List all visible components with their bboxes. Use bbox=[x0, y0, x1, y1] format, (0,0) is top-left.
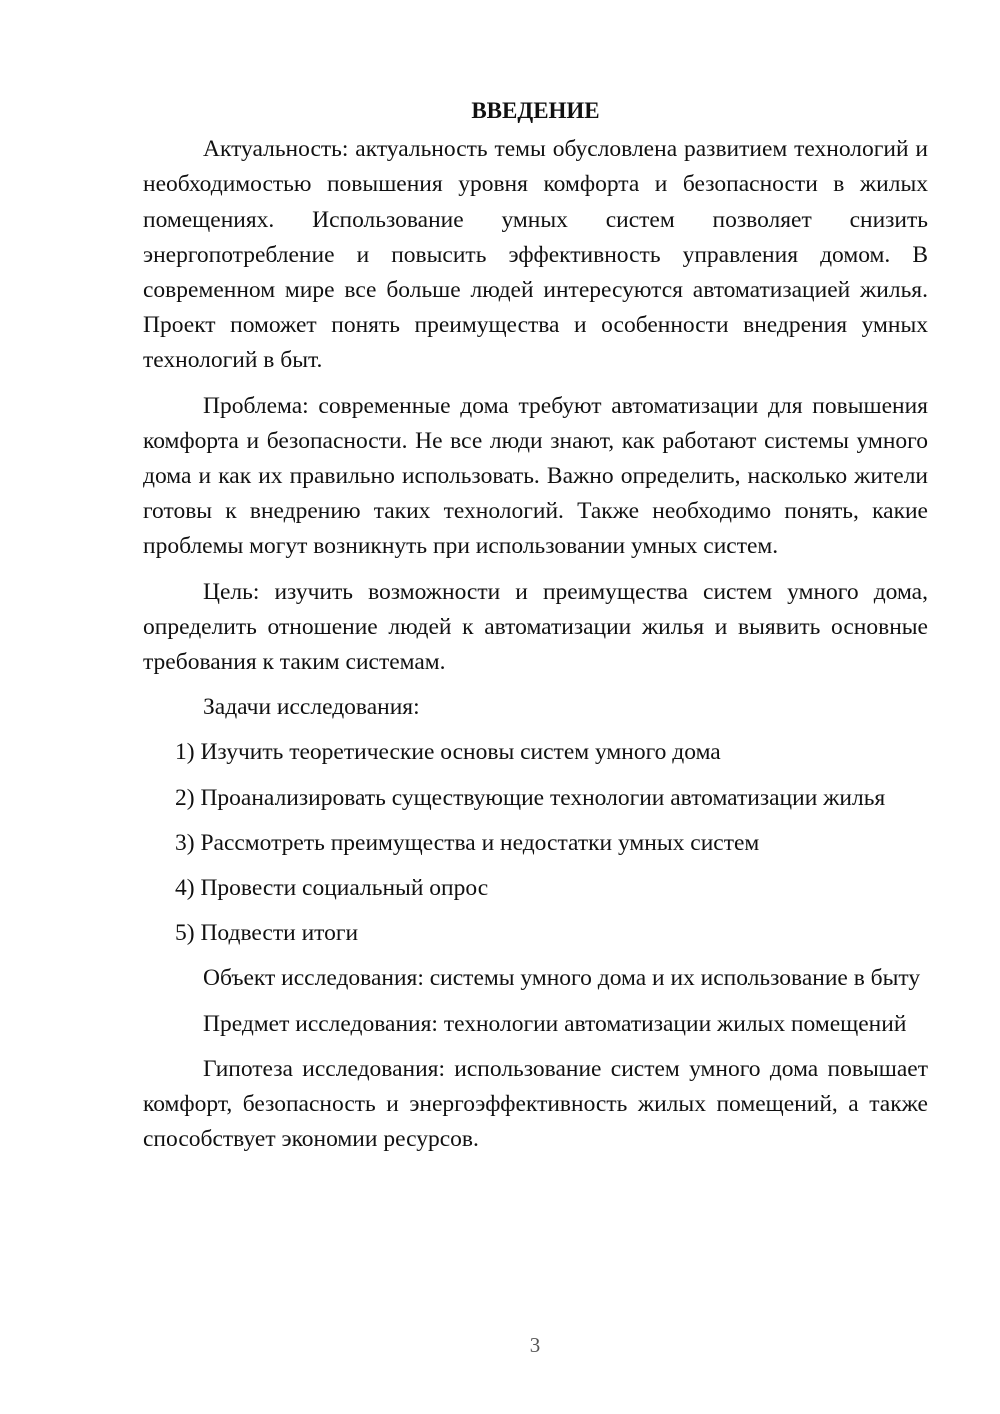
document-body bbox=[143, 93, 928, 1157]
object-paragraph: Объект исследования: системы умного дома и их использование в быту bbox=[203, 965, 921, 992]
task-item: 3) Рассмотреть преимущества и недостатки умных систем bbox=[175, 829, 760, 856]
hypothesis-paragraph: Гипотеза исследования: использование систем умного дома повышает комфорт, безопасность и энергоэффективность жилых помещений, а также способствует экономии ресурсов. bbox=[143, 1055, 928, 1153]
subject-paragraph: Предмет исследования: технологии автоматизации жилых помещений bbox=[203, 1010, 907, 1037]
page-number: 3 bbox=[529, 1333, 541, 1357]
problem-paragraph: Проблема: современные дома требуют автоматизации для повышения комфорта и безопасности. Не все люди знают, как работают системы умного дома и как их правильно использовать. Важно определить, насколько жители готовы к внедрению таких технологий. Также необходимо понять, какие проблемы могут возникнуть при использовании умных систем. bbox=[143, 392, 928, 560]
task-item: 2) Проанализировать существующие технологии автоматизации жилья bbox=[175, 784, 886, 811]
tasks-heading: Задачи исследования: bbox=[203, 694, 420, 721]
task-item: 5) Подвести итоги bbox=[175, 920, 359, 947]
relevance-paragraph: Актуальность: актуальность темы обусловлена развитием технологий и необходимостью повышения уровня комфорта и безопасности в жилых помещениях. Использование умных систем позволяет снизить энергопотребление и повысить эффективность управления домом. В современном мире все больше людей интересуются автоматизацией жилья. Проект поможет понять преимущества и особенности внедрения умных технологий в быт. bbox=[143, 136, 928, 374]
goal-paragraph: Цель: изучить возможности и преимущества систем умного дома, определить отношение людей к автоматизации жилья и выявить основные требования к таким системам. bbox=[143, 578, 928, 676]
task-item: 4) Провести социальный опрос bbox=[175, 875, 489, 902]
section-title: ВВЕДЕНИЕ bbox=[471, 98, 600, 123]
task-item: 1) Изучить теоретические основы систем умного дома bbox=[175, 739, 721, 766]
